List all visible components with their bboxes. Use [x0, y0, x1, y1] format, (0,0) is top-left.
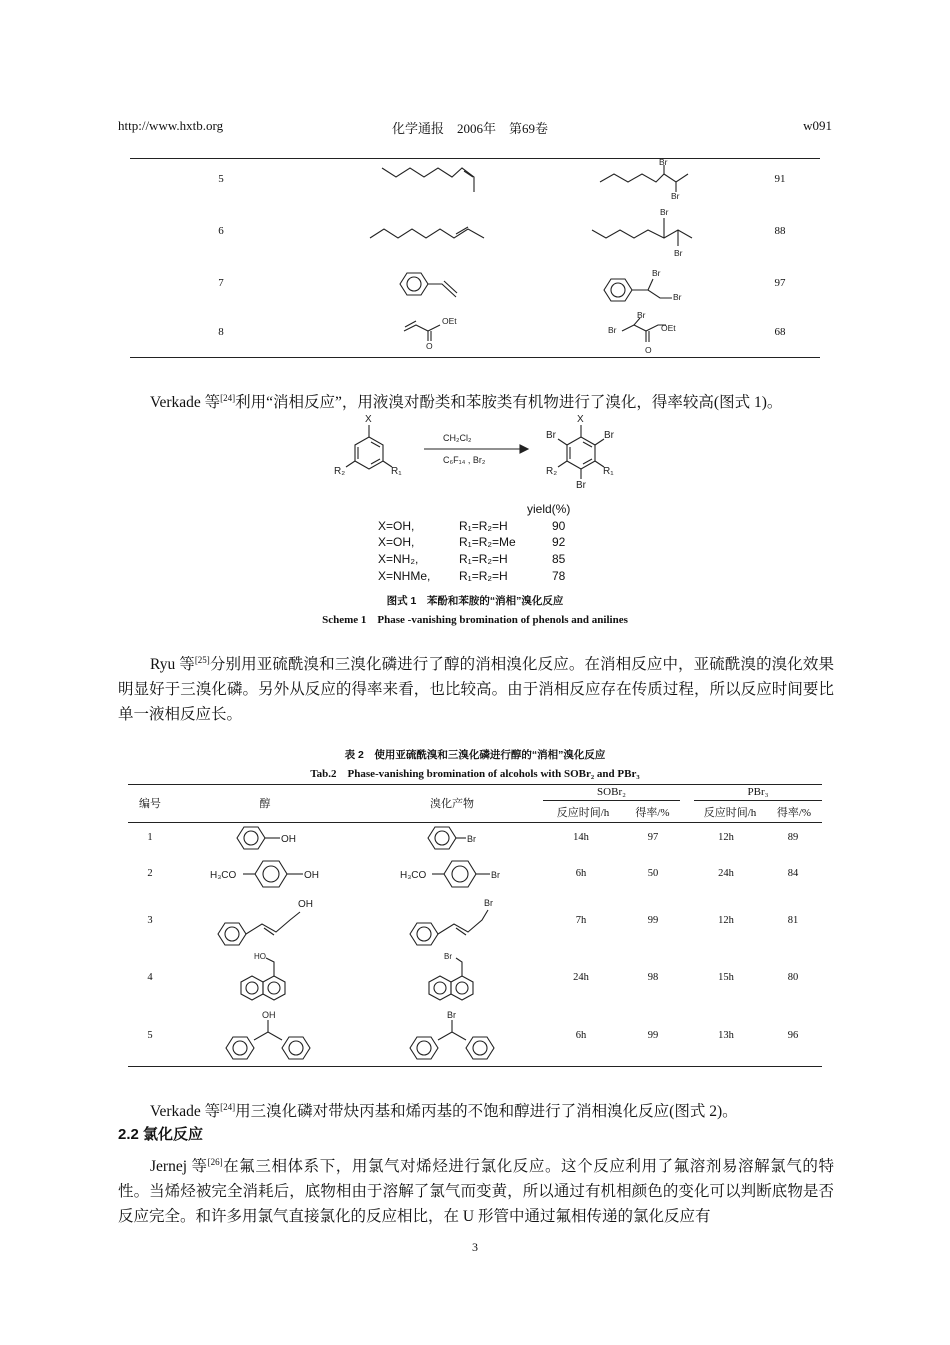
atom-label: R₁: [391, 466, 402, 477]
atom-label: Br: [660, 207, 669, 217]
structure-cis-alkene: [382, 168, 474, 192]
structure-tribromo-product: [558, 425, 604, 479]
table1-row-no: 6: [218, 225, 224, 237]
structure-dibromide-5: [600, 165, 688, 192]
table2-row-time1: 7h: [575, 915, 587, 926]
col-header-yield: 得率/%: [776, 807, 812, 819]
atom-label: OEt: [442, 316, 457, 326]
atom-label: O: [426, 341, 433, 351]
scheme1-row-yield: 78: [552, 569, 566, 583]
reagent-top: CH₂Cl₂: [443, 433, 472, 443]
scheme1-row-x: X=OH,: [378, 519, 415, 533]
structure-methoxyphenol: [243, 861, 303, 887]
table1-row-yield: 88: [774, 225, 786, 237]
scheme1-reaction: [0, 405, 950, 505]
table2-row-time1: 24h: [573, 972, 589, 983]
structure-dibromopropanoate: [622, 318, 666, 342]
table2-row-yield1: 98: [647, 972, 659, 983]
scheme1-row-x: X=NHMe,: [378, 569, 431, 583]
para-text: 分别用亚硫酰溴和三溴化磷进行了醇的消相溴化反应。在消相反应中，亚硫酰溴的溴化效果明显好于三溴化磷。另外从反应的得率来看，也比较高。由于消相反应存在传质过程，所以反应时间要比单一液相反应长。: [118, 656, 834, 724]
table1-row-yield: 91: [774, 173, 786, 185]
scheme1-row-r: R₁=R₂=Me: [459, 535, 516, 549]
structure-ethyl-acrylate: [404, 321, 440, 341]
page-number: 3: [472, 1240, 478, 1254]
col-header-yield: 得率/%: [635, 807, 670, 819]
table2-row-time1: 6h: [575, 868, 587, 879]
col-header-time: 反应时间/h: [556, 807, 610, 819]
header-url: http://www.hxtb.org: [118, 118, 224, 133]
header-journal: 化学通报 2006年 第69卷: [392, 121, 549, 136]
col-header-pbr3: PBr₃: [747, 786, 769, 798]
table2-row-time2: 12h: [718, 915, 734, 926]
para-text: Verkade 等: [150, 394, 221, 412]
atom-label: OH: [262, 1010, 276, 1020]
atom-label: R₂: [334, 466, 346, 477]
atom-label: Br: [674, 248, 683, 258]
para-text: 在氟三相体系下，用氯气对烯烃进行氯化反应。这个反应利用了氟溶剂易溶解氯气的特性。当烯烃被完全消耗后，底物相由于溶解了氯气而变黄，所以通过有机相颜色的变化可以判断底物是否反应完全。和许多用氯气直接氯化的反应相比，在 U 形管中通过氟相传递的氯化反应有: [118, 1158, 834, 1226]
table2-row-yield2: 96: [787, 1030, 799, 1041]
table2-row-yield2: 84: [787, 868, 799, 879]
col-header-no: 编号: [139, 798, 161, 810]
citation-ref: [26]: [207, 1157, 223, 1167]
col-header-alcohol: 醇: [259, 798, 271, 810]
structure-bromodiphenylmethane: [410, 1020, 494, 1059]
table2-sobr2-rule: [543, 800, 680, 801]
atom-label: H₃CO: [400, 870, 427, 881]
table1-row-no: 5: [218, 173, 224, 185]
atom-label: X: [577, 414, 584, 425]
structure-styrene-dibromide: [604, 279, 672, 301]
atom-label: HO: [254, 952, 266, 961]
structure-bromoanisole: [432, 861, 490, 887]
reagent-bottom: C₆F₁₄ , Br₂: [443, 455, 486, 465]
table1-structures: [0, 0, 950, 360]
para-text: 用三溴化磷对带炔丙基和烯丙基的不饱和醇进行了消相溴化反应(图式 2)。: [235, 1103, 738, 1121]
scheme1-row-r: R₁=R₂=H: [459, 519, 508, 533]
para-text: Verkade 等: [150, 1103, 221, 1121]
scheme1-caption-en: Scheme 1 Phase -vanishing bromination of phenols and anilines: [322, 614, 628, 626]
citation-ref: [24]: [220, 1102, 236, 1112]
table2-row-no: 5: [147, 1030, 153, 1041]
table2-row-yield1: 97: [647, 832, 659, 843]
table2-row-time2: 12h: [718, 832, 734, 843]
atom-label: Br: [484, 898, 493, 908]
table2-caption-en: Tab.2 Phase-vanishing bromination of alcohols with SOBr₂ and PBr₃: [310, 768, 640, 780]
atom-label: H₃CO: [210, 870, 237, 881]
citation-ref: [25]: [194, 655, 210, 665]
scheme1-row-yield: 90: [552, 519, 566, 533]
atom-label: Br: [467, 834, 476, 844]
scheme1-caption-cn: 图式 1 苯酚和苯胺的“消相”溴化反应: [386, 595, 564, 607]
paragraph-jernej: [118, 1150, 834, 1229]
table2-row-time2: 24h: [718, 868, 734, 879]
scheme1-row-r: R₁=R₂=H: [459, 552, 508, 566]
atom-label: OH: [304, 870, 319, 881]
table2-row-no: 2: [147, 868, 153, 879]
atom-label: Br: [444, 952, 452, 961]
atom-label: O: [645, 345, 652, 355]
atom-label: OEt: [661, 323, 676, 333]
table2-row-yield1: 99: [647, 915, 659, 926]
structure-bromomethylnaphthalene: [429, 958, 473, 1000]
header-code: w091: [803, 118, 832, 133]
atom-label: Br: [671, 191, 680, 201]
para-text: 利用“消相反应”，用液溴对酚类和苯胺类有机物进行了溴化，得率较高(图式 1)。: [235, 394, 783, 412]
para-text: Jernej 等: [150, 1158, 208, 1176]
atom-label: Br: [673, 292, 682, 302]
atom-label: Br: [659, 157, 668, 167]
col-header-time: 反应时间/h: [703, 807, 757, 819]
table2-row-no: 3: [147, 915, 153, 926]
table2-row-time1: 6h: [575, 1030, 587, 1041]
atom-label: OH: [298, 899, 313, 910]
atom-label: R₁: [603, 466, 614, 477]
table2-row-time2: 13h: [718, 1030, 734, 1041]
table2-caption-cn: 表 2 使用亚硫酰溴和三溴化磷进行醇的“消相”溴化反应: [344, 749, 606, 761]
atom-label: X: [365, 414, 372, 425]
scheme1-row-x: X=OH,: [378, 535, 415, 549]
col-header-product: 溴化产物: [430, 798, 474, 810]
col-header-sobr2: SOBr₂: [597, 786, 626, 798]
reaction-arrow: [424, 445, 528, 453]
scheme1-row-x: X=NH₂,: [378, 552, 419, 566]
structure-dibromide-6: [592, 218, 692, 246]
para-text: Ryu 等: [150, 656, 195, 674]
structure-trans-alkene: [370, 227, 484, 238]
table2-row-time1: 14h: [573, 832, 589, 843]
structure-cinnamyl-bromide: [410, 910, 488, 945]
scheme1-row-yield: 92: [552, 535, 566, 549]
paragraph-ryu: [118, 648, 834, 727]
structure-cinnamyl-alcohol: [218, 912, 300, 945]
table2-row-yield2: 89: [787, 832, 799, 843]
structure-benzhydrol: [226, 1020, 310, 1059]
structure-naphthylmethanol: [241, 958, 285, 1000]
atom-label: Br: [604, 430, 614, 441]
table2-top-rule: [128, 784, 822, 785]
citation-ref: [24]: [220, 393, 236, 403]
table2-row-time2: 15h: [718, 972, 734, 983]
atom-label: OH: [281, 834, 296, 845]
structure-phenol: [237, 827, 280, 849]
table1-row-no: 8: [218, 326, 224, 338]
atom-label: Br: [576, 480, 586, 491]
table2-row-yield1: 99: [647, 1030, 659, 1041]
atom-label: Br: [447, 1010, 456, 1020]
table2-row-no: 1: [147, 832, 153, 843]
structure-bromobenzene: [428, 827, 466, 849]
scheme1-row-yield: 85: [552, 552, 566, 566]
structure-styrene: [400, 273, 457, 297]
table2-row-yield2: 81: [787, 915, 799, 926]
atom-label: Br: [652, 268, 661, 278]
atom-label: R₂: [546, 466, 558, 477]
table1-row-yield: 68: [774, 326, 786, 338]
section-heading: 2.2 氯化反应: [118, 1126, 204, 1143]
atom-label: Br: [608, 325, 617, 335]
paragraph-verkade-2: [118, 1095, 834, 1124]
table1-row-yield: 97: [774, 277, 786, 289]
table2-row-yield2: 80: [787, 972, 799, 983]
scheme1-yield-header: yield(%): [527, 502, 571, 516]
structure-substituted-benzene: [346, 425, 392, 469]
scheme1-row-r: R₁=R₂=H: [459, 569, 508, 583]
table2-row-yield1: 50: [647, 868, 659, 879]
atom-label: Br: [546, 430, 556, 441]
atom-label: Br: [491, 870, 500, 880]
table1-row-no: 7: [218, 277, 224, 289]
table2-pbr3-rule: [694, 800, 822, 801]
table2-structures: [0, 822, 950, 1067]
table2-row-no: 4: [147, 972, 153, 983]
atom-label: Br: [637, 310, 646, 320]
